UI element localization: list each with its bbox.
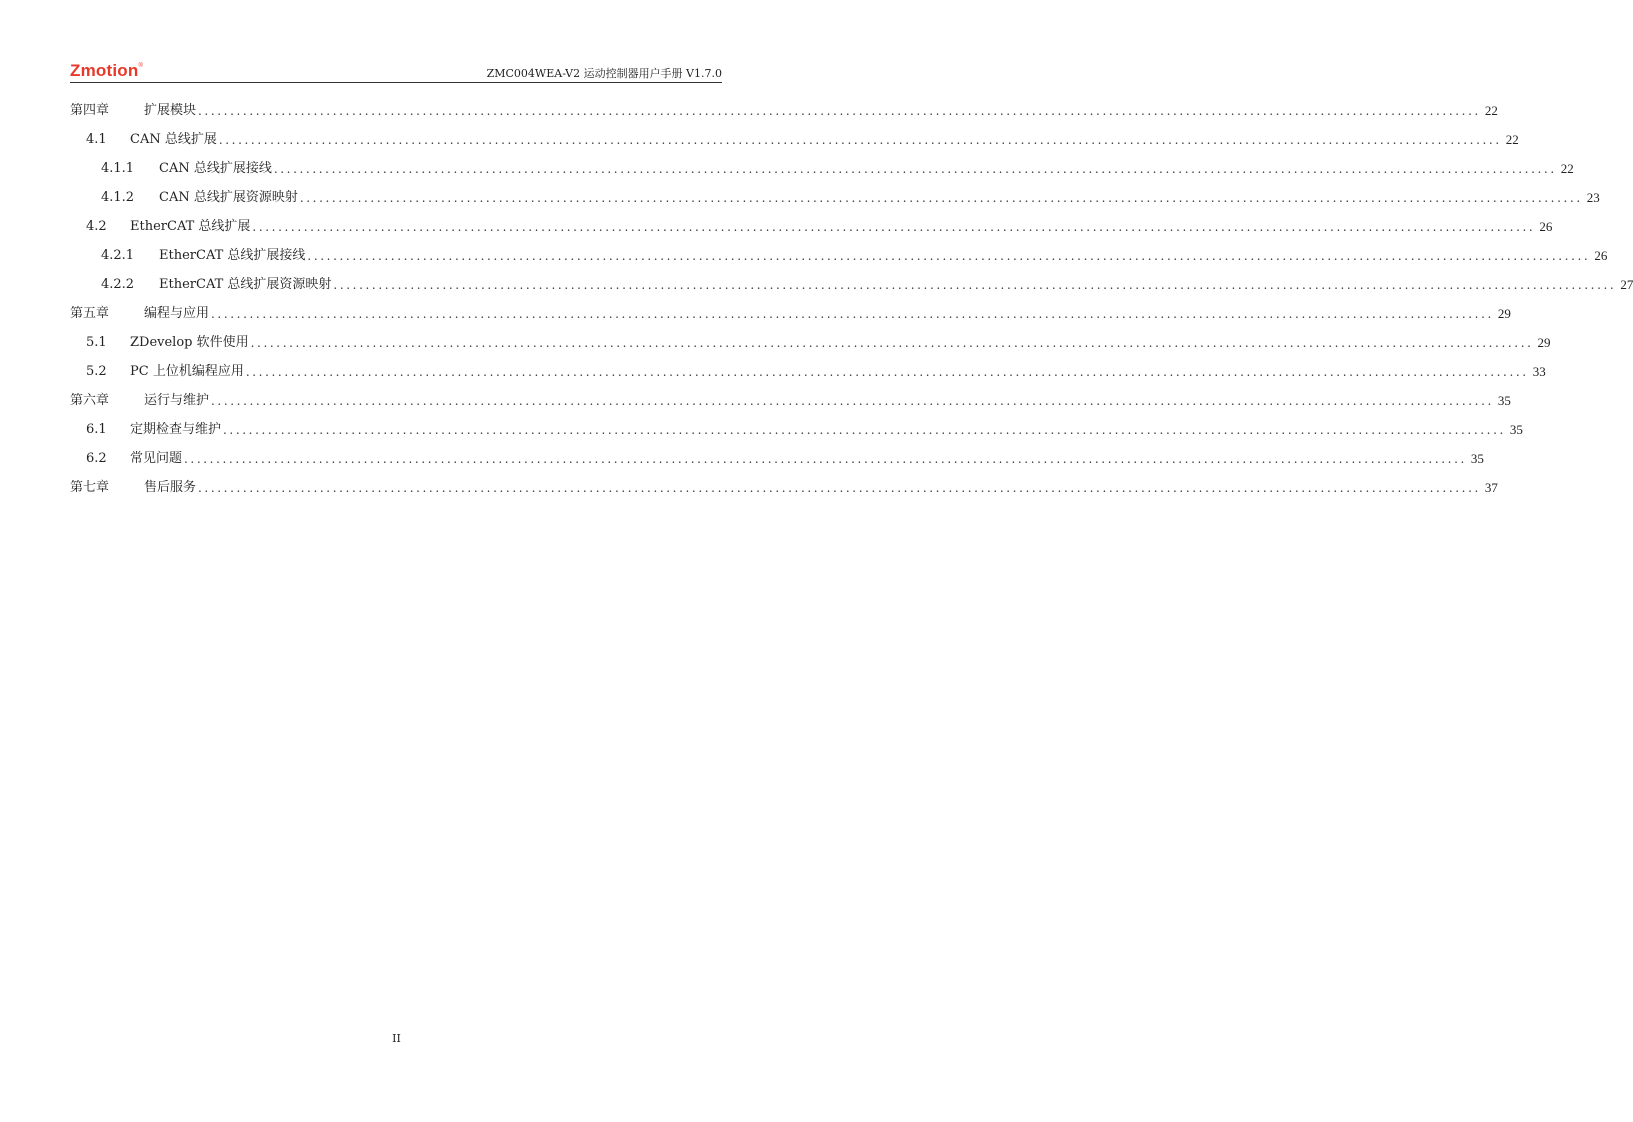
toc-entry-page: 37 <box>1484 480 1498 495</box>
toc-entry-page: 23 <box>1586 190 1600 205</box>
toc-entry-label <box>70 96 196 125</box>
toc-entry-page: 29 <box>1537 335 1551 350</box>
toc-dot-leader: ........................................................................................................................................................................................................ <box>299 191 1583 205</box>
toc-entry[interactable] <box>70 386 1511 415</box>
toc-entry-title: CAN 总线扩展接线 <box>159 161 272 176</box>
toc-dot-leader: ........................................................................................................................................................................................................ <box>223 423 1506 437</box>
toc-entry-title: 常见问题 <box>130 451 183 466</box>
toc-entry-number: 第六章 <box>70 393 110 408</box>
toc-entry-number: 4.2.1 <box>101 248 135 263</box>
toc-dot-leader: ........................................................................................................................................................................................................ <box>218 133 1502 147</box>
toc-entry-number: 第四章 <box>70 103 110 118</box>
toc-dot-leader: ........................................................................................................................................................................................................ <box>198 481 1481 495</box>
toc-entry-page: 26 <box>1539 219 1553 234</box>
toc-entry-page: 33 <box>1532 364 1546 379</box>
toc-entry-title: PC 上位机编程应用 <box>130 364 244 379</box>
toc-entry-title: EtherCAT 总线扩展 <box>130 219 251 234</box>
toc-dot-leader: ........................................................................................................................................................................................................ <box>184 452 1467 466</box>
logo-text: Zmotion <box>70 61 139 80</box>
toc-entry-label <box>101 183 298 212</box>
toc-entry-number: 6.2 <box>86 451 107 466</box>
toc-dot-leader: ........................................................................................................................................................................................................ <box>250 336 1534 350</box>
toc-entry[interactable] <box>70 96 1498 125</box>
toc-entry-label <box>86 415 221 444</box>
toc-entry-label <box>70 473 196 502</box>
toc-entry[interactable] <box>70 241 1608 270</box>
toc-entry-page: 35 <box>1470 451 1484 466</box>
toc-entry-label <box>101 270 331 299</box>
zmotion-logo <box>70 61 143 81</box>
page-number: II <box>392 1032 401 1045</box>
toc-entry[interactable] <box>70 328 1551 357</box>
toc-dot-leader: ........................................................................................................................................................................................................ <box>211 394 1494 408</box>
toc-entry-page: 22 <box>1560 161 1574 176</box>
toc-entry-title: 运行与维护 <box>144 393 210 408</box>
toc-entry[interactable] <box>70 154 1574 183</box>
toc-entry[interactable] <box>70 212 1553 241</box>
toc-entry-title: EtherCAT 总线扩展接线 <box>159 248 306 263</box>
toc-entry-number: 第五章 <box>70 306 110 321</box>
toc-dot-leader: ........................................................................................................................................................................................................ <box>307 249 1591 263</box>
toc-entry[interactable] <box>70 183 1600 212</box>
toc-dot-leader: ........................................................................................................................................................................................................ <box>273 162 1557 176</box>
toc-entry-label <box>70 386 209 415</box>
toc-entry-title: CAN 总线扩展 <box>130 132 217 147</box>
toc-entry-label <box>101 154 272 183</box>
toc-entry-label <box>86 125 217 154</box>
toc-entry-number: 4.1 <box>86 132 107 147</box>
toc-entry-page: 22 <box>1505 132 1519 147</box>
toc-entry-title: 售后服务 <box>144 480 197 495</box>
toc-entry-label <box>70 299 209 328</box>
toc-dot-leader: ........................................................................................................................................................................................................ <box>245 365 1529 379</box>
toc-entry-label <box>86 328 249 357</box>
toc-entry-title: CAN 总线扩展资源映射 <box>159 190 298 205</box>
toc-entry-page: 35 <box>1497 393 1511 408</box>
toc-entry-number: 5.2 <box>86 364 107 379</box>
toc-dot-leader: ........................................................................................................................................................................................................ <box>211 307 1494 321</box>
toc-entry-title: 扩展模块 <box>144 103 197 118</box>
document-title: ZMC004WEA-V2 运动控制器用户手册 V1.7.0 <box>486 67 722 80</box>
toc-dot-leader: ........................................................................................................................................................................................................ <box>198 104 1481 118</box>
toc-entry-number: 4.1.1 <box>101 161 135 176</box>
toc-entry-title: ZDevelop 软件使用 <box>130 335 249 350</box>
toc-entry-page: 35 <box>1509 422 1523 437</box>
toc-entry-page: 29 <box>1497 306 1511 321</box>
toc-entry[interactable] <box>70 415 1523 444</box>
registered-mark: ® <box>138 63 144 69</box>
page-header <box>70 58 722 83</box>
toc-entry-number: 6.1 <box>86 422 107 437</box>
toc-entry-number: 4.1.2 <box>101 190 135 205</box>
toc-entry-title: EtherCAT 总线扩展资源映射 <box>159 277 332 292</box>
toc-entry-number: 5.1 <box>86 335 107 350</box>
toc-entry[interactable] <box>70 444 1484 473</box>
toc-entry-page: 26 <box>1594 248 1608 263</box>
table-of-contents <box>70 96 1633 502</box>
toc-entry-title: 定期检查与维护 <box>130 422 222 437</box>
toc-entry-page: 27 <box>1620 277 1633 292</box>
toc-entry-label <box>86 357 244 386</box>
toc-entry[interactable] <box>70 299 1511 328</box>
toc-entry[interactable] <box>70 270 1633 299</box>
toc-entry-number: 第七章 <box>70 480 110 495</box>
toc-entry-label <box>101 241 305 270</box>
toc-entry[interactable] <box>70 357 1546 386</box>
toc-dot-leader: ........................................................................................................................................................................................................ <box>252 220 1536 234</box>
toc-dot-leader: ........................................................................................................................................................................................................ <box>333 278 1617 292</box>
toc-entry[interactable] <box>70 125 1519 154</box>
toc-entry[interactable] <box>70 473 1498 502</box>
toc-entry-title: 编程与应用 <box>144 306 210 321</box>
toc-entry-label <box>86 444 182 473</box>
toc-entry-number: 4.2.2 <box>101 277 135 292</box>
toc-entry-label <box>86 212 250 241</box>
toc-entry-number: 4.2 <box>86 219 107 234</box>
toc-entry-page: 22 <box>1484 103 1498 118</box>
